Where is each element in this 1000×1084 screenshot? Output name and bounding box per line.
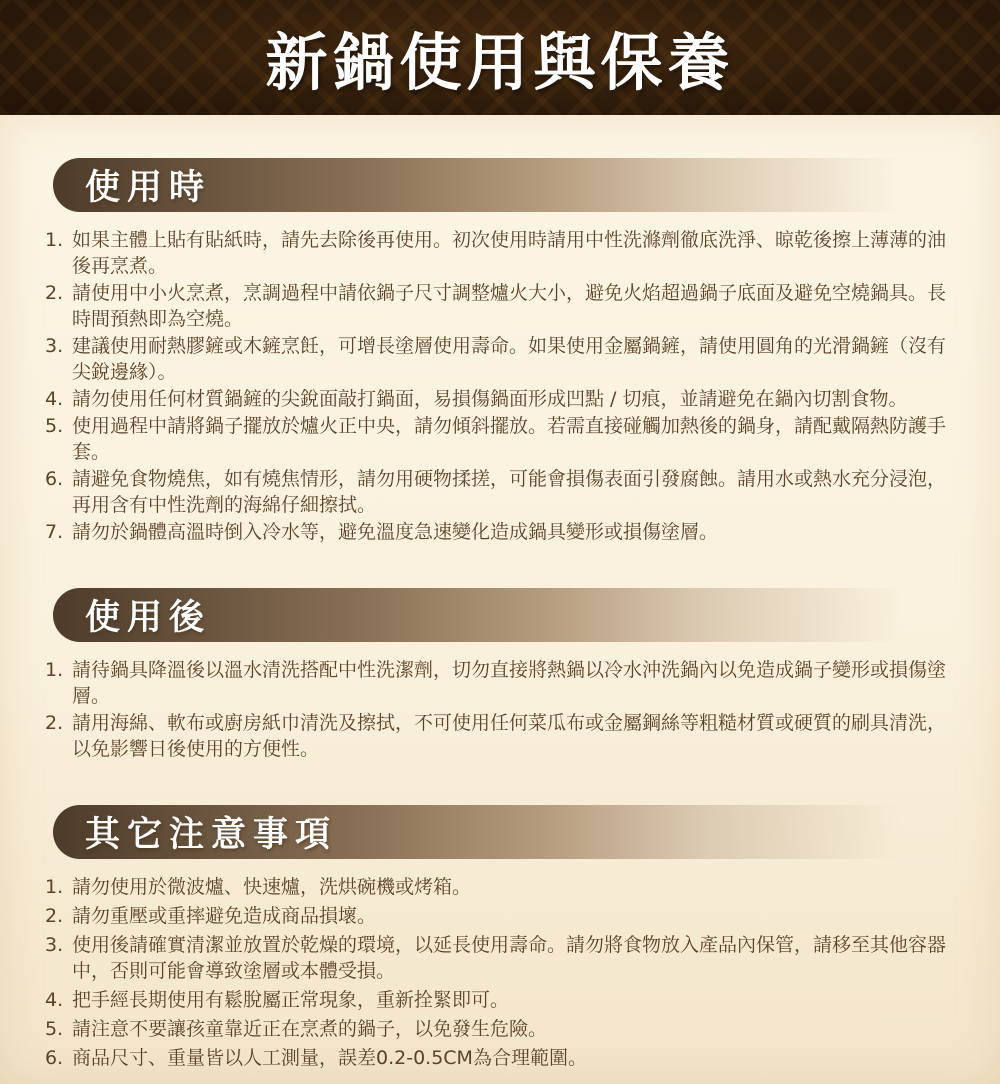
item-text: 請勿使用於微波爐、快速爐，洗烘碗機或烤箱。 (72, 876, 472, 898)
item-number: 3. (45, 335, 64, 357)
item-text: 建議使用耐熱膠鏟或木鏟烹飪，可增長塗層使用壽命。如果使用金屬鍋鏟，請使用圓角的光滑鍋鏟（沒有尖銳邊緣）。 (72, 335, 947, 383)
item-number: 2. (45, 905, 64, 927)
item-text: 把手經長期使用有鬆脫屬正常現象，重新拴緊即可。 (72, 989, 510, 1011)
item-text: 使用過程中請將鍋子擺放於爐火正中央，請勿傾斜擺放。若需直接碰觸加熱後的鍋身，請配戴隔熱防護手套。 (72, 415, 947, 463)
section-in-use-title: 使用時 (85, 168, 212, 208)
page-header (0, 0, 1000, 115)
list-item (45, 903, 955, 929)
list-item (45, 413, 955, 465)
list-item (45, 519, 955, 545)
item-text: 請勿重壓或重摔避免造成商品損壞。 (72, 905, 377, 927)
item-number: 6. (45, 1047, 64, 1069)
item-number: 3. (45, 934, 64, 956)
list-item (45, 932, 955, 984)
list-item (45, 987, 955, 1013)
other-notes-list (45, 874, 955, 1071)
list-item (45, 466, 955, 518)
item-number: 4. (45, 989, 64, 1011)
item-text: 請避免食物燒焦，如有燒焦情形，請勿用硬物揉搓，可能會損傷表面引發腐蝕。請用水或熱水充分浸泡，再用含有中性洗劑的海綿仔細擦拭。 (72, 468, 947, 516)
list-item (45, 333, 955, 385)
item-text: 商品尺寸、重量皆以人工測量，誤差0.2-0.5CM為合理範圍。 (72, 1047, 587, 1069)
item-text: 請注意不要讓孩童靠近正在烹煮的鍋子，以免發生危險。 (72, 1018, 548, 1040)
list-item (45, 1016, 955, 1042)
section-in-use-ribbon (53, 158, 955, 212)
list-item (45, 657, 955, 709)
content-area (0, 115, 1000, 1084)
section-after-use-title: 使用後 (85, 598, 212, 638)
item-number: 7. (45, 521, 64, 543)
list-item (45, 710, 955, 762)
item-number: 4. (45, 388, 64, 410)
item-text: 請待鍋具降溫後以溫水清洗搭配中性洗潔劑，切勿直接將熱鍋以冷水沖洗鍋內以免造成鍋子變形或損傷塗層。 (72, 659, 947, 707)
item-number: 1. (45, 229, 64, 251)
list-item (45, 227, 955, 279)
section-other-notes-title: 其它注意事項 (85, 815, 338, 855)
item-number: 2. (45, 282, 64, 304)
item-number: 5. (45, 415, 64, 437)
section-other-notes-ribbon (53, 805, 955, 859)
item-number: 6. (45, 468, 64, 490)
list-item (45, 386, 955, 412)
section-other-notes (45, 805, 955, 1071)
section-after-use (45, 588, 955, 762)
item-text: 請使用中小火烹煮，烹調過程中請依鍋子尺寸調整爐火大小，避免火焰超過鍋子底面及避免空燒鍋具。長時間預熱即為空燒。 (72, 282, 947, 330)
page-title: 新鍋使用與保養 (265, 26, 735, 99)
item-number: 5. (45, 1018, 64, 1040)
in-use-instruction-list (45, 227, 955, 545)
item-text: 請勿使用任何材質鍋鏟的尖銳面敲打鍋面，易損傷鍋面形成凹點 / 切痕，並請避免在鍋內切割食物。 (72, 388, 908, 410)
section-after-use-ribbon (53, 588, 955, 642)
item-number: 2. (45, 712, 64, 734)
item-text: 使用後請確實清潔並放置於乾燥的環境，以延長使用壽命。請勿將食物放入產品內保管，請移至其他容器中，否則可能會導致塗層或本體受損。 (72, 934, 947, 982)
list-item (45, 874, 955, 900)
after-use-instruction-list (45, 657, 955, 762)
item-text: 請用海綿、軟布或廚房紙巾清洗及擦拭，不可使用任何菜瓜布或金屬鋼絲等粗糙材質或硬質的刷具清洗，以免影響日後使用的方便性。 (72, 712, 947, 760)
section-in-use (45, 158, 955, 545)
list-item (45, 280, 955, 332)
item-text: 如果主體上貼有貼紙時，請先去除後再使用。初次使用時請用中性洗滌劑徹底洗淨、晾乾後擦上薄薄的油後再烹煮。 (72, 229, 947, 277)
list-item (45, 1045, 955, 1071)
item-number: 1. (45, 876, 64, 898)
item-number: 1. (45, 659, 64, 681)
item-text: 請勿於鍋體高溫時倒入冷水等，避免溫度急速變化造成鍋具變形或損傷塗層。 (72, 521, 719, 543)
